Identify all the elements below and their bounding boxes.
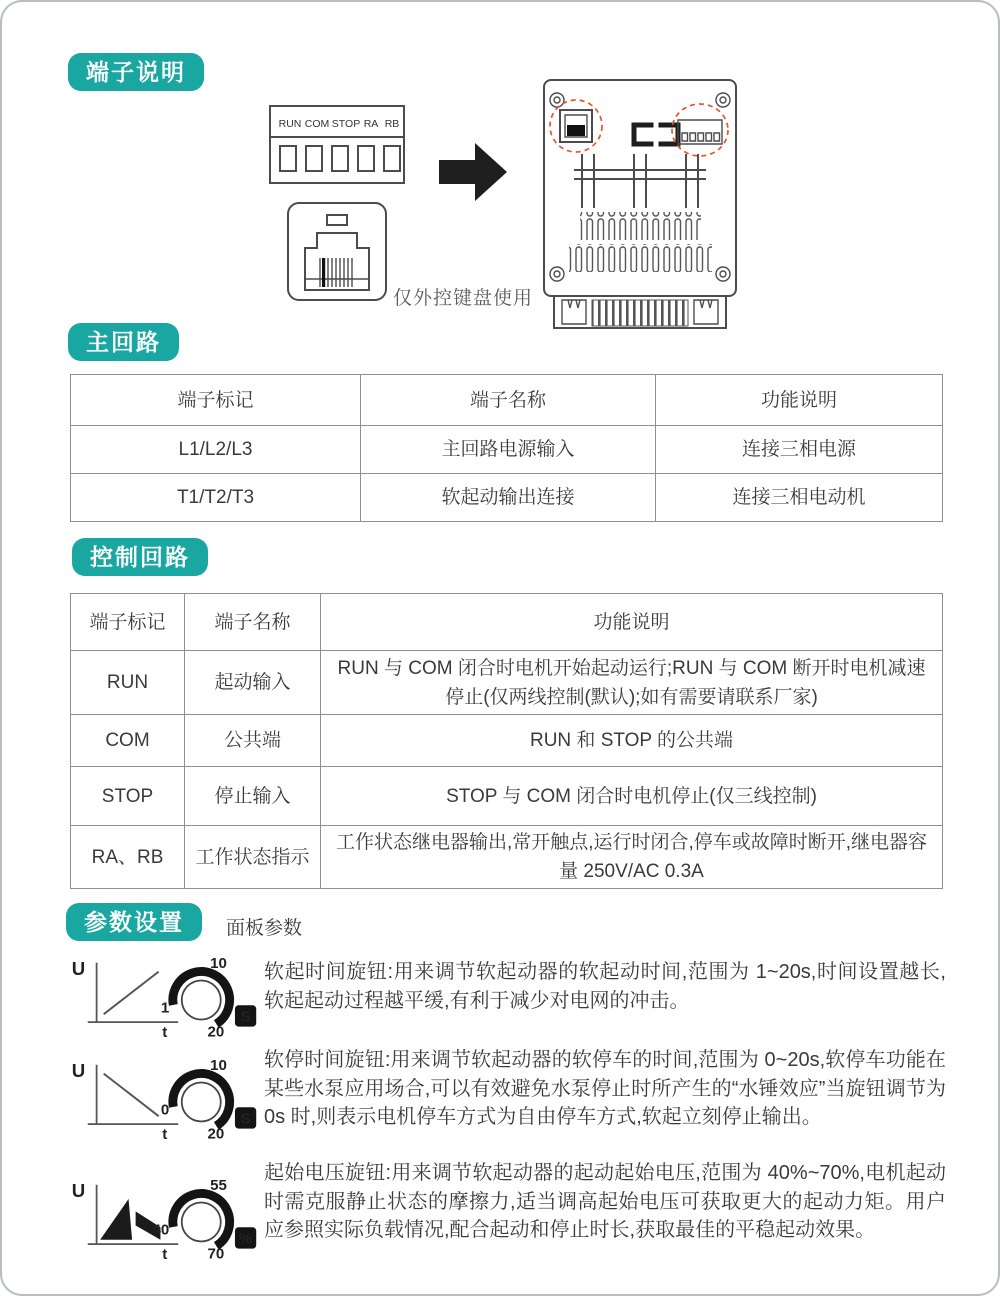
- terminal-label-stop: STOP: [331, 118, 361, 130]
- header-cell: 功能说明: [656, 375, 943, 426]
- knob-unit-label: S: [240, 1008, 251, 1026]
- panel-parameters-subtitle: 面板参数: [226, 918, 303, 939]
- table-row: [71, 767, 943, 826]
- soft-stop-knob-icon: [70, 1052, 258, 1144]
- table-cell: RUN: [71, 651, 185, 715]
- device-top-view-diagram: [540, 78, 740, 334]
- table-cell: 停止输入: [185, 767, 321, 826]
- table-cell: 工作状态指示: [185, 826, 321, 889]
- table-cell: 连接三相电源: [656, 426, 943, 474]
- knob-tick-min: 40: [152, 1221, 170, 1239]
- table-cell: 起动输入: [185, 651, 321, 715]
- terminal-label-ra: RA: [363, 118, 379, 130]
- table-row: [71, 651, 943, 715]
- soft-stop-knob-description: 软停时间旋钮:用来调节软起动器的软停车的时间,范围为 0~20s,软停车功能在某些水泵应用场合,可以有效避免水泵停止时所产生的“水锤效应”当旋钮调节为0s 时,则表示电机停车方式为自由停车方式,软起立刻停止输出。: [264, 1049, 946, 1128]
- terminal-label-run: RUN: [278, 118, 302, 130]
- table-header-row: [71, 594, 943, 651]
- table-cell: RUN 与 COM 闭合时电机开始起动运行;RUN 与 COM 断开时电机减速停止(仅两线控制(默认);如有需要请联系厂家): [321, 651, 943, 715]
- knob-tick-max: 20: [207, 1023, 225, 1041]
- table-cell: 公共端: [185, 715, 321, 767]
- table-cell: 连接三相电动机: [656, 474, 943, 522]
- rj45-port: [550, 100, 602, 152]
- main-circuit-table: [70, 374, 943, 522]
- knob-tick-min: 1: [160, 999, 170, 1017]
- busbars: [574, 154, 706, 208]
- header-cell: 端子名称: [185, 594, 321, 651]
- knob-tick-mid: 10: [210, 1057, 227, 1075]
- bottom-terminal-band: [554, 296, 726, 328]
- header-cell: 端子标记: [71, 375, 361, 426]
- knob-tick-mid: 10: [210, 955, 227, 973]
- knob-tick-max: 70: [207, 1245, 225, 1263]
- terminal-block-diagram: [268, 104, 408, 186]
- table-row: [71, 826, 943, 889]
- table-cell: 工作状态继电器输出,常开触点,运行时闭合,停车或故障时断开,继电器容量 250V/AC 0.3A: [321, 826, 943, 889]
- table-row: [71, 426, 943, 474]
- section-badge-parameters: 参数设置: [66, 903, 202, 941]
- arrow-right-icon: [439, 143, 511, 201]
- knob-dial: [182, 1202, 221, 1241]
- table-row: [71, 474, 943, 522]
- knob-dial: [182, 1082, 221, 1121]
- axis-u-label: U: [71, 1060, 86, 1082]
- knob-unit-label: S: [240, 1110, 251, 1128]
- table-cell: RUN 和 STOP 的公共端: [321, 715, 943, 767]
- terminal-label-rb: RB: [384, 118, 400, 130]
- initial-voltage-knob-description: 起始电压旋钮:用来调节软起动器的起动起始电压,范围为 40%~70%,电机起动时需克服静止状态的摩擦力,适当调高起始电压可获取更大的起动力矩。用户应参照实际负载情况,配合起动和停止时长,获取最佳的平稳起动效果。: [264, 1162, 946, 1241]
- header-cell: 端子标记: [71, 594, 185, 651]
- soft-start-knob-description: 软起时间旋钮:用来调节软起动器的软起动时间,范围为 1~20s,时间设置越长,软起起动过程越平缓,有利于减少对电网的冲击。: [264, 961, 946, 1012]
- axis-t-label: t: [162, 1024, 168, 1042]
- table-cell: STOP: [71, 767, 185, 826]
- table-header-row: [71, 375, 943, 426]
- section-badge-control-circuit: 控制回路: [72, 538, 208, 576]
- table-cell: COM: [71, 715, 185, 767]
- axis-u-label: U: [71, 1180, 86, 1202]
- soft-start-knob-icon: [70, 950, 258, 1042]
- section-badge-terminals: 端子说明: [68, 53, 204, 91]
- terminal-label-com: COM: [304, 118, 330, 130]
- knob-dial: [182, 980, 221, 1019]
- voltage-peak-shape: [100, 1199, 160, 1240]
- section-badge-main-circuit: 主回路: [68, 323, 179, 361]
- knob-tick-max: 20: [207, 1125, 225, 1143]
- vent-slots-row2: [569, 244, 712, 272]
- table-cell: L1/L2/L3: [71, 426, 361, 474]
- ramp-up-curve: [104, 972, 159, 1015]
- control-circuit-table: [70, 593, 943, 889]
- header-cell: 功能说明: [321, 594, 943, 651]
- axis-u-label: U: [71, 958, 86, 980]
- axis-t-label: t: [162, 1126, 168, 1144]
- table-cell: 软起动输出连接: [361, 474, 656, 522]
- knob-unit-label: %: [238, 1230, 253, 1248]
- center-connector: [634, 121, 678, 148]
- rj45-connector-diagram: [285, 200, 389, 304]
- knob-tick-mid: 55: [210, 1177, 227, 1195]
- table-cell: RA、RB: [71, 826, 185, 889]
- table-cell: T1/T2/T3: [71, 474, 361, 522]
- ramp-down-curve: [104, 1074, 159, 1117]
- knob-tick-min: 0: [160, 1101, 170, 1119]
- table-row: [71, 715, 943, 767]
- rj45-caption: 仅外控键盘使用: [393, 288, 534, 309]
- table-cell: 主回路电源输入: [361, 426, 656, 474]
- axis-t-label: t: [162, 1246, 168, 1264]
- vent-slots-row1: [580, 212, 701, 240]
- header-cell: 端子名称: [361, 375, 656, 426]
- initial-voltage-knob-icon: [70, 1172, 258, 1264]
- table-cell: STOP 与 COM 闭合时电机停止(仅三线控制): [321, 767, 943, 826]
